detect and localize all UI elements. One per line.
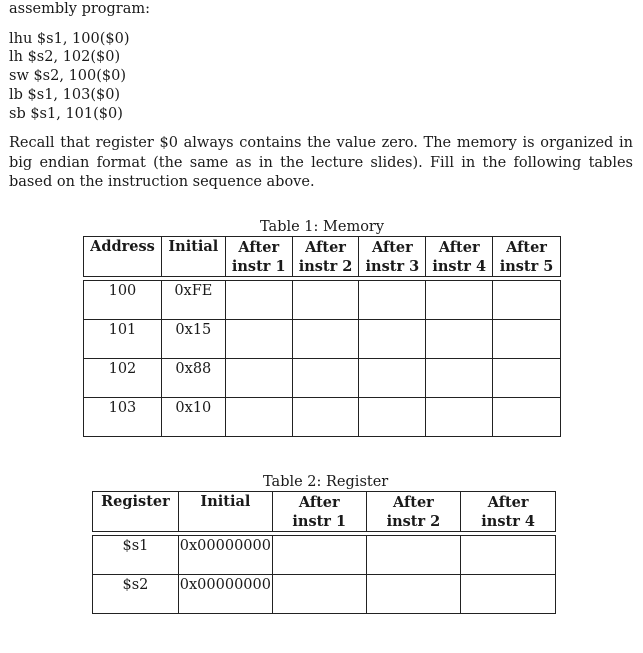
- after-label: After: [298, 493, 340, 511]
- memory-table: [83, 236, 561, 437]
- initial-cell: 0x10: [161, 398, 225, 437]
- answer-cell[interactable]: [493, 320, 561, 359]
- instr-label: instr 2: [386, 512, 441, 530]
- instr-label: instr 2: [298, 257, 353, 275]
- initial-cell: 0x00000000: [178, 536, 272, 575]
- answer-cell[interactable]: [493, 398, 561, 437]
- answer-cell[interactable]: [426, 281, 493, 320]
- answer-cell[interactable]: [359, 398, 426, 437]
- table-row: [84, 359, 561, 398]
- program-line-1: lhu $s1, 100($0): [9, 31, 130, 47]
- initial-cell: 0x15: [161, 320, 225, 359]
- answer-cell[interactable]: [426, 398, 493, 437]
- program-line-5: sb $s1, 101($0): [9, 106, 123, 122]
- after-instr-2-header: [366, 492, 461, 532]
- initial-header: Initial: [178, 492, 272, 532]
- initial-header: Initial: [161, 237, 225, 277]
- after-instr-2-header: [292, 237, 359, 277]
- answer-cell[interactable]: [461, 575, 556, 614]
- answer-cell[interactable]: [493, 281, 561, 320]
- instr-label: instr 1: [231, 257, 286, 275]
- table-row: [93, 536, 556, 575]
- program-line-2: lh $s2, 102($0): [9, 49, 121, 65]
- answer-cell[interactable]: [225, 359, 292, 398]
- after-label: After: [487, 493, 529, 511]
- answer-cell[interactable]: [292, 281, 359, 320]
- after-instr-4-header: [461, 492, 556, 532]
- initial-cell: 0x00000000: [178, 575, 272, 614]
- after-label: After: [393, 493, 434, 511]
- after-instr-1-header: [225, 237, 292, 277]
- register-cell: $s2: [93, 575, 179, 614]
- after-instr-4-header: [426, 237, 493, 277]
- table-row: [93, 575, 556, 614]
- after-instr-5-header: [493, 237, 561, 277]
- answer-cell[interactable]: [426, 359, 493, 398]
- program-line-3: sw $s2, 100($0): [9, 68, 127, 84]
- after-instr-1-header: [272, 492, 366, 532]
- instr-label: instr 4: [432, 257, 487, 275]
- address-cell: 100: [84, 281, 162, 320]
- answer-cell[interactable]: [366, 536, 461, 575]
- answer-cell[interactable]: [461, 536, 556, 575]
- answer-cell[interactable]: [359, 320, 426, 359]
- intro-text: assembly program:: [9, 1, 151, 17]
- instructions-paragraph: Recall that register $0 always contains the value zero. The memory is organized in big endian format (the same as in the lecture slides). Fill in the following tables based on the instruction sequence above.: [9, 135, 633, 190]
- answer-cell[interactable]: [359, 359, 426, 398]
- table-row: [84, 320, 561, 359]
- answer-cell[interactable]: [272, 575, 366, 614]
- answer-cell[interactable]: [225, 398, 292, 437]
- answer-cell[interactable]: [225, 281, 292, 320]
- register-cell: $s1: [93, 536, 179, 575]
- initial-cell: 0xFE: [161, 281, 225, 320]
- register-table-caption: Table 2: Register: [263, 474, 389, 490]
- instr-label: instr 5: [499, 257, 554, 275]
- address-cell: 101: [84, 320, 162, 359]
- table-row: [84, 281, 561, 320]
- after-label: After: [238, 238, 280, 256]
- after-label: After: [305, 238, 346, 256]
- register-table: [92, 491, 556, 614]
- instr-label: instr 3: [365, 257, 420, 275]
- initial-cell: 0x88: [161, 359, 225, 398]
- after-label: After: [438, 238, 480, 256]
- after-label: After: [506, 238, 547, 256]
- after-instr-3-header: [359, 237, 426, 277]
- answer-cell[interactable]: [292, 359, 359, 398]
- memory-table-caption: Table 1: Memory: [260, 219, 385, 235]
- answer-cell[interactable]: [292, 320, 359, 359]
- answer-cell[interactable]: [493, 359, 561, 398]
- answer-cell[interactable]: [426, 320, 493, 359]
- address-cell: 103: [84, 398, 162, 437]
- after-label: After: [371, 238, 413, 256]
- answer-cell[interactable]: [272, 536, 366, 575]
- address-cell: 102: [84, 359, 162, 398]
- program-line-4: lb $s1, 103($0): [9, 87, 121, 103]
- answer-cell[interactable]: [359, 281, 426, 320]
- address-header: Address: [84, 237, 162, 277]
- table-row: [84, 398, 561, 437]
- answer-cell[interactable]: [225, 320, 292, 359]
- answer-cell[interactable]: [292, 398, 359, 437]
- answer-cell[interactable]: [366, 575, 461, 614]
- instr-label: instr 1: [292, 512, 347, 530]
- register-header: Register: [93, 492, 179, 532]
- instr-label: instr 4: [481, 512, 535, 530]
